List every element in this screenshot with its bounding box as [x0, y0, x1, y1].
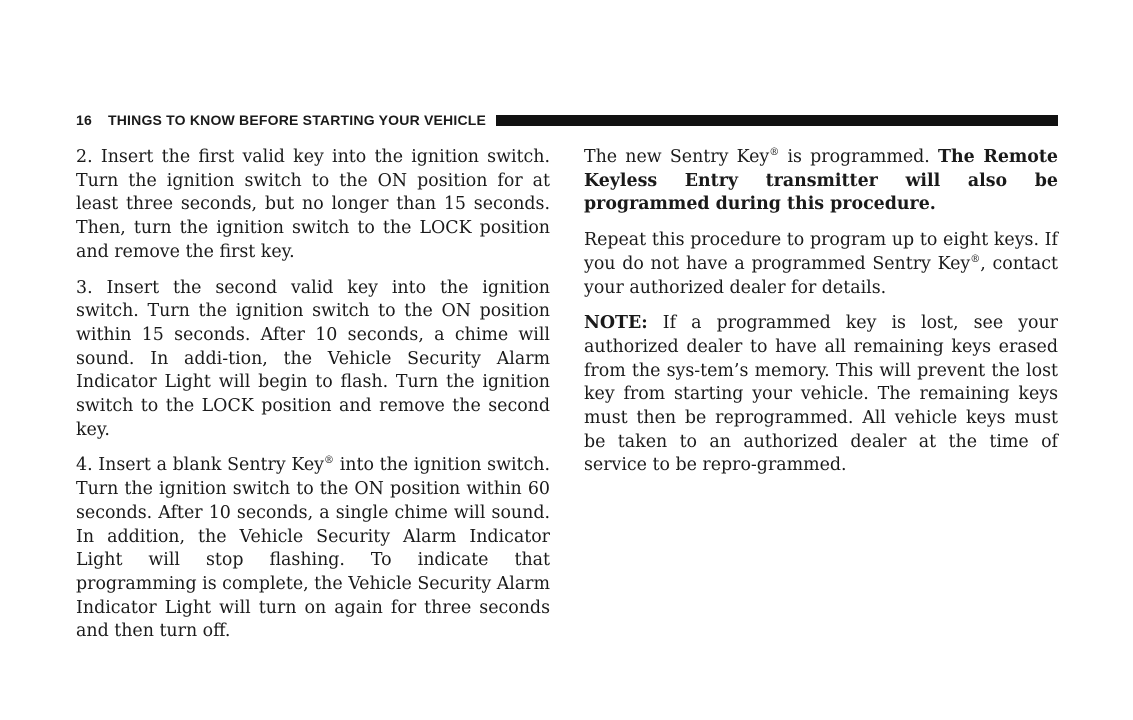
registered-mark: ® [324, 455, 334, 467]
programmed-text-start: The new Sentry Key [584, 147, 770, 167]
repeat-paragraph [584, 229, 1058, 300]
step-4-paragraph [76, 454, 550, 644]
header-rule [496, 115, 1058, 126]
step-2-paragraph: 2. Insert the first valid key into the ignition switch. Turn the ignition switch to the ON position for at least three seconds, but no longer than 15 seconds. Then, turn the ignition switch to the LOCK position and remove the first key. [76, 147, 550, 262]
registered-mark: ® [769, 147, 780, 159]
section-title: THINGS TO KNOW BEFORE STARTING YOUR VEHICLE [107, 112, 487, 128]
right-column [584, 146, 1058, 490]
note-paragraph [584, 312, 1058, 478]
step-4-text-end: into the ignition switch. Turn the ignition switch to the ON position within 60 seconds. After 10 seconds, a single chime will sound. In addition, the Vehicle Security Alarm Indicator Light will stop flashing. To indicate that programming is complete, the Vehicle Security Alarm Indicator Light will turn on again for three seconds and then turn off. [76, 455, 550, 642]
step-4-text-start: 4. Insert a blank Sentry Key [76, 455, 324, 476]
programmed-bold-text: The Remote Keyless Entry transmitter will also be programmed during this procedure. [584, 147, 1058, 215]
page-header [76, 111, 1058, 129]
note-label: NOTE: [584, 313, 648, 334]
repeat-text-start: Repeat this procedure to program up to eight keys. If you do not have a programmed Sentry Key [584, 230, 1058, 274]
programmed-text-mid: is programmed. [779, 147, 938, 167]
note-text: If a programmed key is lost, see your authorized dealer to have all remaining keys erased from the sys-tem’s memory. This will prevent the lost key from starting your vehicle. The remaining keys must then be reprogrammed. All vehicle keys must be taken to an authorized dealer at the time of service to be repro-grammed. [584, 313, 1058, 476]
programmed-paragraph [584, 146, 1058, 217]
left-column [76, 146, 550, 656]
repeat-text-end: , contact your authorized dealer for details. [584, 253, 1058, 298]
page-number: 16 [76, 112, 92, 128]
step-3-paragraph: 3. Insert the second valid key into the ignition switch. Turn the ignition switch to the ON position within 15 seconds. After 10 seconds, a chime will sound. In addi-tion, the Vehicle Security Alarm Indicator Light will begin to flash. Turn the ignition switch to the LOCK position and remove the second key. [76, 277, 550, 440]
registered-mark: ® [970, 254, 981, 266]
